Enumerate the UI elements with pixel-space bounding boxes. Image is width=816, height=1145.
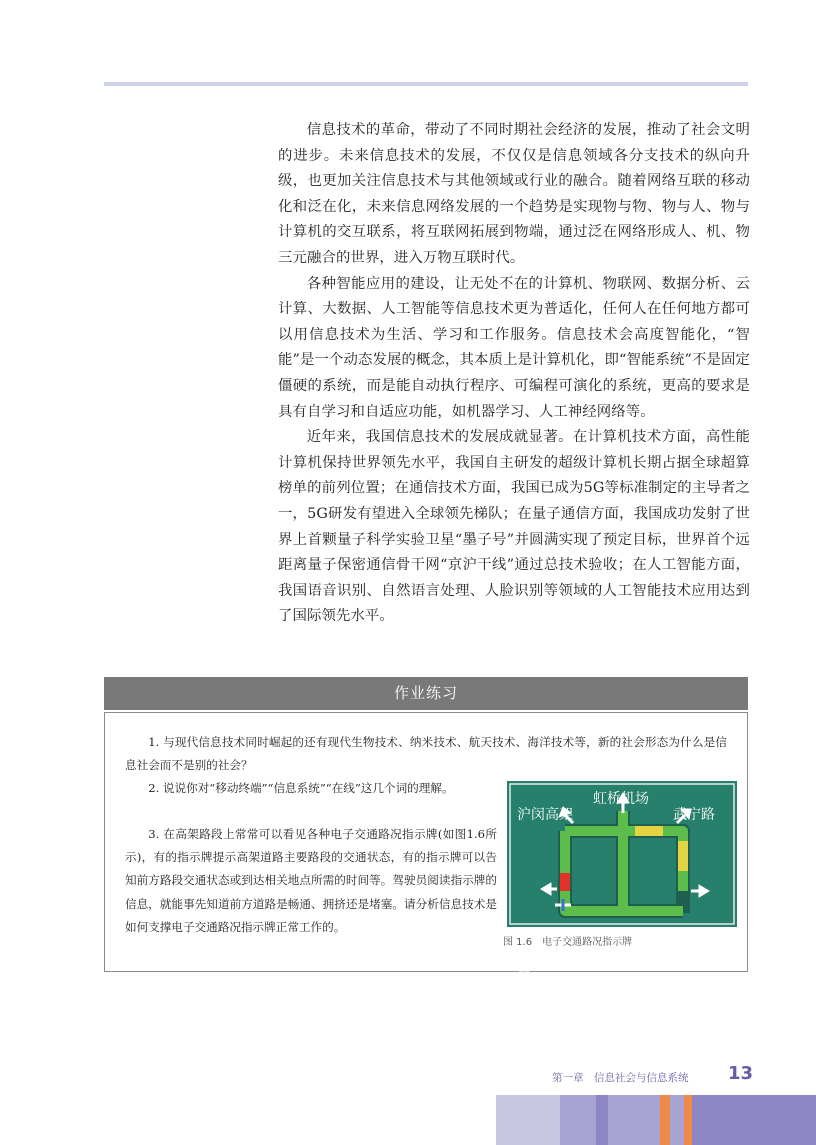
footer-decoration — [496, 1095, 816, 1145]
exercise-heading: 作业练习 — [104, 677, 748, 710]
paragraph-1: 信息技术的革命，带动了不同时期社会经济的发展，推动了社会文明的进步。未来信息技术的发展，不仅仅是信息领域各分支技术的纵向升级，也更加关注信息技术与其他领域或行业的融合。随着网络互联的移动化和泛在化，未来信息网络发展的一个趋势是实现物与物、物与人、物与计算机的交互联系，将互联网拓展到物端，通过泛在网络形成人、机、物三元融合的世界，进入万物互联时代。 — [278, 122, 750, 266]
header-rule — [104, 82, 748, 86]
footer-chapter: 第一章 信息社会与信息系统 — [552, 1072, 689, 1084]
sign-label-humin: 沪闵高架 — [517, 807, 573, 823]
paragraph-2: 各种智能应用的建设，让无处不在的计算机、物联网、数据分析、云计算、大数据、人工智能等信息技术更为普适化，任何人在任何地方都可以用信息技术为生活、学习和工作服务。信息技术会高度智能化，“智能”是一个动态发展的概念，其本质上是计算机化，即“智能系统”不是固定僵硬的系统，而是能自动执行程序、可编程可演化的系统，更高的要求是具有自学习和自适应功能，如机器学习、人工神经网络等。 — [278, 275, 750, 420]
sign-label-hongqiao: 虹桥机场 — [593, 791, 649, 807]
exercise-item-3: 3. 在高架路段上常常可以看见各种电子交通路况指示牌(如图1.6所示)，有的指示牌提示高架道路主要路段的交通状态，有的指示牌可以告知前方路段交通状态或到达相关地点所需的时间等。驾驶员阅读指示牌的信息，就能事先知道前方道路是畅通、拥挤还是堵塞。请分析信息技术是如何支撑电子交通路况指示牌正常工作的。 — [125, 827, 497, 934]
page-number: 13 — [728, 1063, 754, 1084]
sign-label-yanchang: 延长路 — [711, 987, 725, 1039]
paragraph-3: 近年来，我国信息技术的发展成就显著。在计算机技术方面，高性能计算机保持世界领先水平，我国自主研发的超级计算机长期占据全球超算榜单的前列位置；在通信技术方面，我国已成为5G等标准制定的主导者之一，5G研发有望进入全球领先梯队；在量子通信方面，我国成功发射了世界上首颗量子科学实验卫星“墨子号”并圆满实现了预定目标，世界首个远距离量子保密通信骨干网“京沪干线”通过总技术验收；在人工智能方面，我国语音识别、自然语言处理、人脸识别等领域的人工智能技术应用达到了国际领先水平。 — [278, 429, 750, 625]
exercise-item-2: 2. 说说你对“移动终端”“信息系统”“在线”这几个词的理解。 — [148, 781, 454, 795]
main-text — [278, 118, 750, 630]
exercise-item-1: 1. 与现代信息技术同时崛起的还有现代生物技术、纳米技术、航天技术、海洋技术等，新的社会形态为什么是信息社会而不是别的社会？ — [125, 735, 727, 773]
exercise-box — [104, 712, 748, 1039]
figure-caption: 图 1.6 电子交通路况指示牌 — [503, 937, 633, 948]
sign-label-wuning: 武宁路 — [673, 807, 715, 823]
sign-label-lupu: 卢浦大桥 — [517, 967, 531, 1037]
